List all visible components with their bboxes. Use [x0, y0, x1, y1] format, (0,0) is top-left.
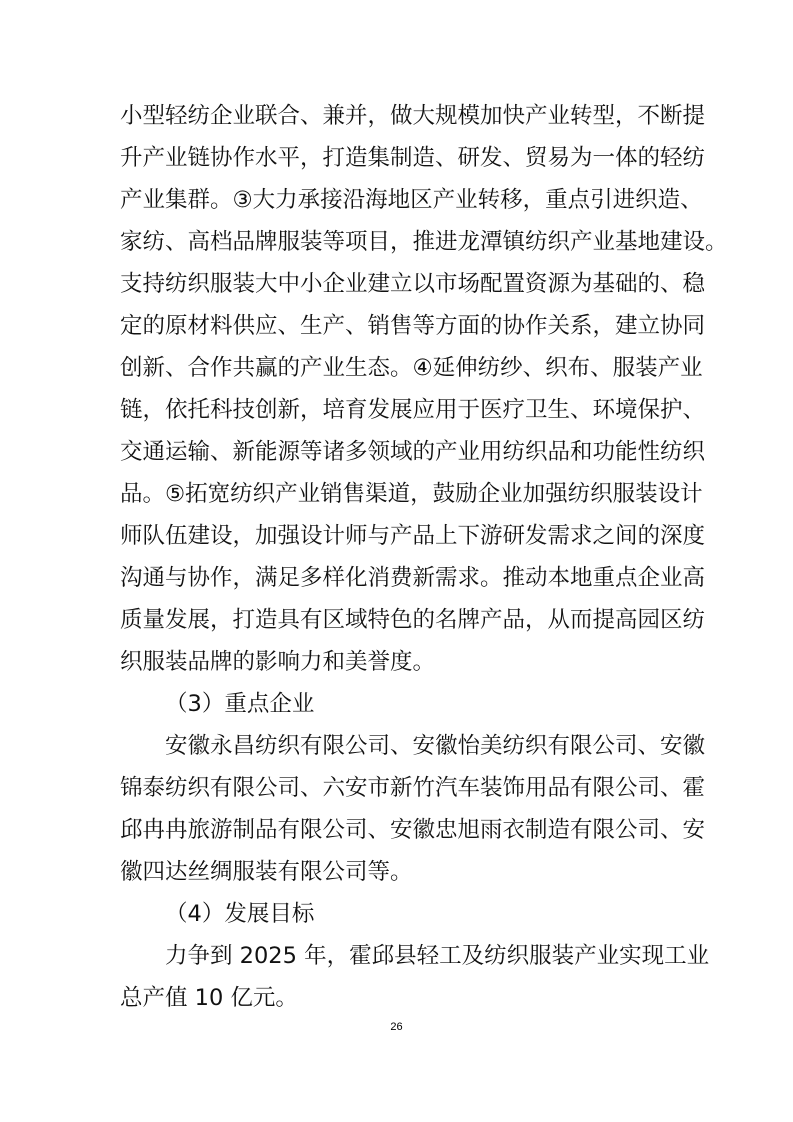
paragraph-line: 沟通与协作，满足多样化消费新需求。推动本地重点企业高: [120, 565, 706, 591]
paragraph-line: 力争到 2025 年，霍邱县轻工及纺织服装产业实现工业: [165, 943, 710, 969]
section-heading: （3）重点企业: [165, 691, 315, 717]
paragraph-line: 交通运输、新能源等诸多领域的产业用纺织品和功能性纺织: [120, 439, 706, 465]
paragraph-line: 定的原材料供应、生产、销售等方面的协作关系，建立协同: [120, 313, 706, 339]
section-heading: （4）发展目标: [165, 901, 315, 927]
paragraph-line: 质量发展，打造具有区域特色的名牌产品，从而提高园区纺: [120, 607, 706, 633]
paragraph-line: 家纺、高档品牌服装等项目，推进龙潭镇纺织产业基地建设。: [120, 229, 728, 255]
paragraph-line: 师队伍建设，加强设计师与产品上下游研发需求之间的深度: [120, 523, 706, 549]
page-number: 26: [390, 1021, 403, 1033]
paragraph-line: 创新、合作共赢的产业生态。④延伸纺纱、织布、服装产业: [120, 355, 703, 381]
paragraph-line: 锦泰纺织有限公司、六安市新竹汽车装饰用品有限公司、霍: [120, 775, 706, 801]
paragraph-line: 邱冉冉旅游制品有限公司、安徽忠旭雨衣制造有限公司、安: [120, 817, 706, 843]
paragraph-line: 总产值 10 亿元。: [120, 985, 298, 1011]
paragraph-line: 升产业链协作水平，打造集制造、研发、贸易为一体的轻纺: [120, 145, 706, 171]
paragraph-line: 产业集群。③大力承接沿海地区产业转移，重点引进织造、: [120, 187, 703, 213]
paragraph-line: 安徽永昌纺织有限公司、安徽怡美纺织有限公司、安徽: [165, 733, 706, 759]
paragraph-line: 品。⑤拓宽纺织产业销售渠道，鼓励企业加强纺织服装设计: [120, 481, 703, 507]
paragraph-line: 徽四达丝绸服装有限公司等。: [120, 859, 413, 885]
paragraph-line: 织服装品牌的影响力和美誉度。: [120, 649, 436, 675]
paragraph-line: 支持纺织服装大中小企业建立以市场配置资源为基础的、稳: [120, 271, 706, 297]
paragraph-line: 链，依托科技创新，培育发展应用于医疗卫生、环境保护、: [120, 397, 706, 423]
paragraph-line: 小型轻纺企业联合、兼并，做大规模加快产业转型，不断提: [120, 103, 706, 129]
